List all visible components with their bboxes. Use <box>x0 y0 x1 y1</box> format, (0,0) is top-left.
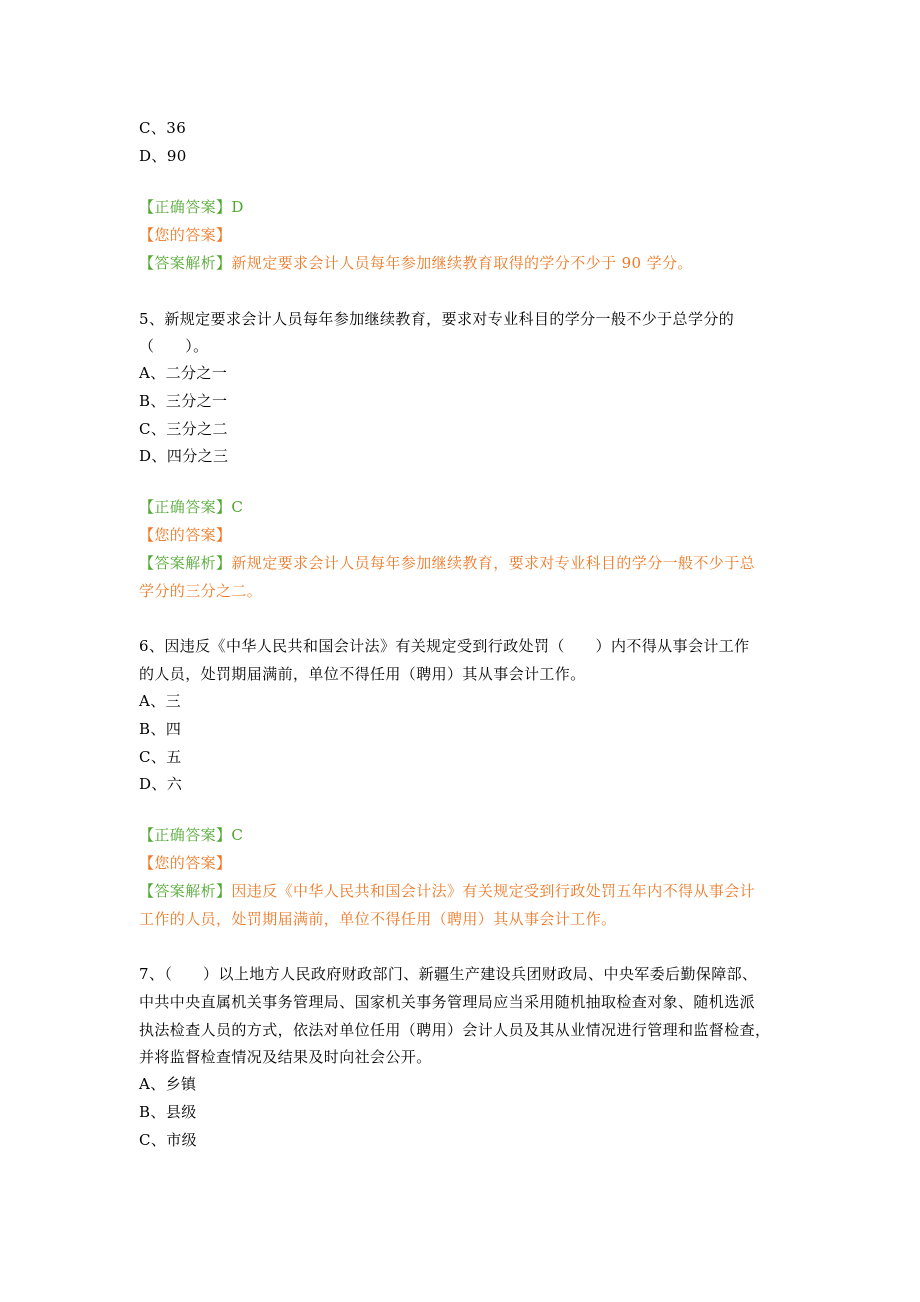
correct-answer-label: 【正确答案】 <box>139 198 232 216</box>
q6-stem-line-1: 6、因违反《中华人民共和国会计法》有关规定受到行政处罚（ ）内不得从事会计工作 <box>139 637 750 655</box>
q7-stem-line-2: 中共中央直属机关事务管理局、国家机关事务管理局应当采用随机抽取检查对象、随机选派 <box>139 993 756 1011</box>
correct-answer-label: 【正确答案】 <box>139 826 232 844</box>
q6-option-c: C、五 <box>139 748 182 766</box>
q6-explanation-line-2: 工作的人员，处罚期届满前，单位不得任用（聘用）其从事会计工作。 <box>139 910 617 928</box>
q5-stem-line-2: （ ）。 <box>139 337 209 355</box>
q4-option-c: C、36 <box>139 119 187 137</box>
explanation-text: 新规定要求会计人员每年参加继续教育，要求对专业科目的学分一般不少于总 <box>231 554 756 572</box>
q6-option-b: B、四 <box>139 720 182 738</box>
explanation-label: 【答案解析】 <box>139 882 232 900</box>
q5-explanation-line-2: 学分的三分之二。 <box>139 582 263 600</box>
q6-correct-answer <box>139 825 243 845</box>
explanation-text: 新规定要求会计人员每年参加继续教育取得的学分不少于 90 学分。 <box>231 254 693 272</box>
q7-option-a: A、乡镇 <box>139 1075 197 1093</box>
q4-explanation <box>139 253 693 273</box>
q5-correct-answer <box>139 497 243 517</box>
q7-stem-line-3: 执法检查人员的方式，依法对单位任用（聘用）会计人员及其从业情况进行管理和监督检查， <box>139 1021 771 1039</box>
explanation-label: 【答案解析】 <box>139 554 232 572</box>
q5-your-answer: 【您的答案】 <box>139 526 232 544</box>
q7-stem-line-4: 并将监督检查情况及结果及时向社会公开。 <box>139 1048 432 1066</box>
q6-stem-line-2: 的人员，处罚期届满前，单位不得任用（聘用）其从事会计工作。 <box>139 665 586 683</box>
q7-stem-line-1: 7、（ ）以上地方人民政府财政部门、新疆生产建设兵团财政局、中央军委后勤保障部、 <box>139 965 758 983</box>
correct-answer-value: C <box>231 826 244 844</box>
correct-answer-value: C <box>231 498 244 516</box>
q4-your-answer: 【您的答案】 <box>139 226 232 244</box>
correct-answer-value: D <box>231 198 244 216</box>
correct-answer-label: 【正确答案】 <box>139 498 232 516</box>
q7-option-b: B、县级 <box>139 1103 197 1121</box>
q5-explanation <box>139 553 755 573</box>
q4-option-d: D、90 <box>139 147 187 165</box>
q5-option-c: C、三分之二 <box>139 420 228 438</box>
explanation-text: 因违反《中华人民共和国会计法》有关规定受到行政处罚五年内不得从事会计 <box>231 882 756 900</box>
explanation-label: 【答案解析】 <box>139 254 232 272</box>
q4-correct-answer <box>139 197 244 217</box>
q5-option-d: D、四分之三 <box>139 447 229 465</box>
q5-stem-line-1: 5、新规定要求会计人员每年参加继续教育，要求对专业科目的学分一般不少于总学分的 <box>139 310 735 328</box>
q5-option-a: A、二分之一 <box>139 364 228 382</box>
q6-explanation <box>139 881 755 901</box>
q6-option-d: D、六 <box>139 775 183 793</box>
q6-your-answer: 【您的答案】 <box>139 854 232 872</box>
q5-option-b: B、三分之一 <box>139 392 228 410</box>
q6-option-a: A、三 <box>139 692 182 710</box>
q7-option-c: C、市级 <box>139 1131 198 1149</box>
